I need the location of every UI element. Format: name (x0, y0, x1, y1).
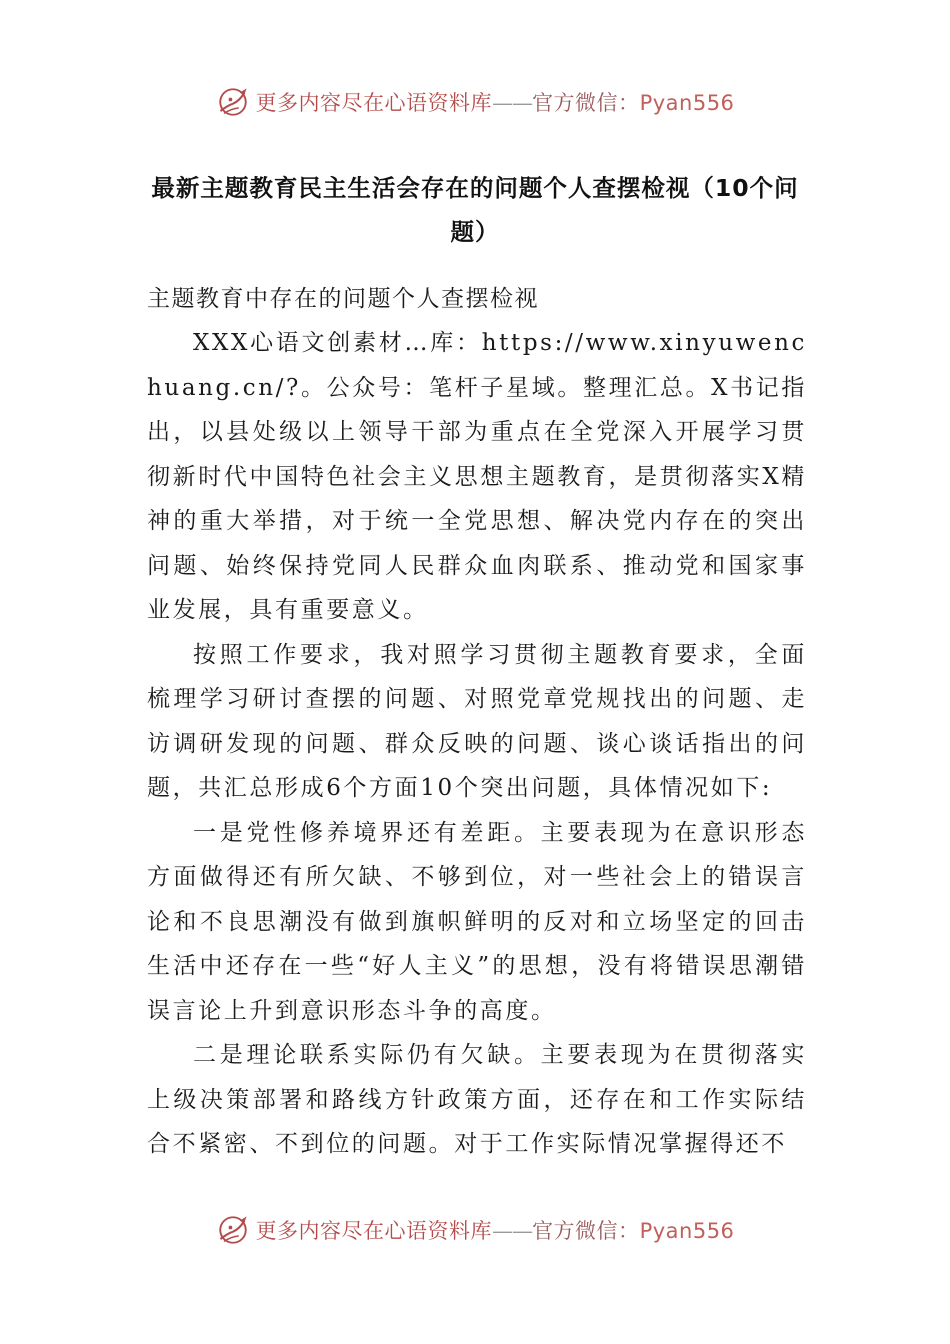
watermark-wechat-label: 官方微信： (532, 91, 640, 115)
footer-watermark-banner (0, 1208, 950, 1252)
document-title: 最新主题教育民主生活会存在的问题个人查摆检视（10个问题） (151, 174, 799, 246)
watermark-dash: — (512, 1219, 533, 1243)
watermark-text (256, 1215, 735, 1245)
watermark-dash: — (512, 91, 533, 115)
watermark-wechat-id: Pyan556 (639, 1219, 735, 1243)
document-body (147, 277, 807, 1167)
pen-logo-icon (216, 85, 250, 119)
watermark-wechat-label: 官方微信： (532, 1219, 640, 1243)
header-watermark-banner (0, 80, 950, 124)
paragraph: 按照工作要求，我对照学习贯彻主题教育要求，全面梳理学习研讨查摆的问题、对照党章党规找出的问题、走访调研发现的问题、群众反映的问题、谈心谈话指出的问题，共汇总形成6个方面10个突出问题，具体情况如下: (147, 641, 807, 801)
pen-logo-icon (216, 1213, 250, 1247)
paragraph: XXX心语文创素材…库：https://www.xinyuwenchuang.cn/?。公众号：笔杆子星域。整理汇总。X书记指出，以县处级以上领导干部为重点在全党深入开展学习贯彻新时代中国特色社会主义思想主题教育，是贯彻落实X精神的重大举措，对于统一全党思想、解决党内存在的突出问题、始终保持党同人民群众血肉联系、推动党和国家事业发展，具有重要意义。 (147, 330, 807, 623)
watermark-main-text: 更多内容尽在心语资料库 (255, 1219, 493, 1243)
paragraph: 二是理论联系实际仍有欠缺。主要表现为在贯彻落实上级决策部署和路线方针政策方面，还存在和工作实际结合不紧密、不到位的问题。对于工作实际情况掌握得还不 (147, 1042, 807, 1157)
paragraph: 一是党性修养境界还有差距。主要表现为在意识形态方面做得还有所欠缺、不够到位，对一些社会上的错误言论和不良思潮没有做到旗帜鲜明的反对和立场坚定的回击生活中还存在一些“好人主义”的思想，没有将错误思潮错误言论上升到意识形态斗争的高度。 (147, 819, 807, 1024)
watermark-dash: — (492, 1219, 513, 1243)
document-subheading: 主题教育中存在的问题个人查摆检视 (147, 286, 539, 312)
watermark-text (256, 87, 735, 117)
watermark-wechat-id: Pyan556 (639, 91, 735, 115)
watermark-dash: — (492, 91, 513, 115)
watermark-main-text: 更多内容尽在心语资料库 (255, 91, 493, 115)
